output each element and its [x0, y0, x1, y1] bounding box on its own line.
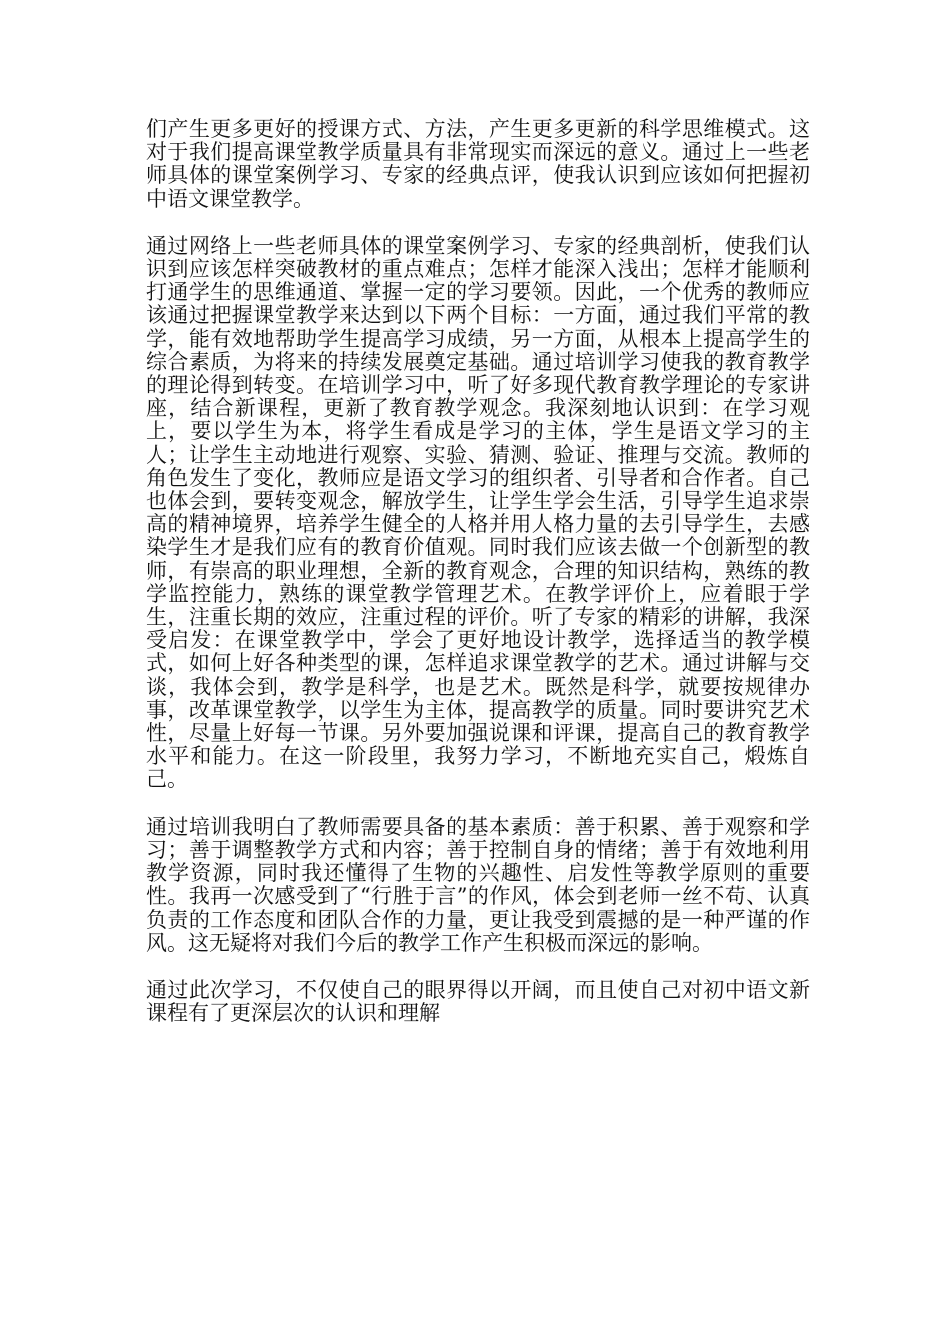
document-body [146, 118, 810, 1049]
paragraph-2: 通过网络上一些老师具体的课堂案例学习、专家的经典剖析，使我们认识到应该怎样突破教材的重点难点；怎样才能深入浅出；怎样才能顺利打通学生的思维通道、掌握一定的学习要领。因此，一个优秀的教师应该通过把握课堂教学来达到以下两个目标：一方面，通过我们平常的教学，能有效地帮助学生提高学习成绩，另一方面，从根本上提高学生的综合素质，为将来的持续发展奠定基础。通过培训学习使我的教育教学的理论得到转变。在培训学习中，听了好多现代教育教学理论的专家讲座，结合新课程，更新了教育教学观念。我深刻地认识到：在学习观上，要以学生为本，将学生看成是学习的主体，学生是语文学习的主人；让学生主动地进行观察、实验、猜测、验证、推理与交流。教师的角色发生了变化，教师应是语文学习的组织者、引导者和合作者。自己也体会到，要转变观念，解放学生，让学生学会生活，引导学生追求崇高的精神境界，培养学生健全的人格并用人格力量的去引导学生，去感染学生才是我们应有的教育价值观。同时我们应该去做一个创新型的教师，有崇高的职业理想，全新的教育观念，合理的知识结构，熟练的教学监控能力，熟练的课堂教学管理艺术。在教学评价上，应着眼于学生，注重长期的效应，注重过程的评价。听了专家的精彩的讲解，我深受启发：在课堂教学中，学会了更好地设计教学，选择适当的教学模式，如何上好各种类型的课，怎样追求课堂教学的艺术。通过讲解与交谈，我体会到，教学是科学，也是艺术。既然是科学，就要按规律办事，改革课堂教学，以学生为主体，提高教学的质量。同时要讲究艺术性，尽量上好每一节课。另外要加强说课和评课，提高自己的教育教学水平和能力。在这一阶段里，我努力学习，不断地充实自己，煅炼自己。 [146, 233, 810, 792]
paragraph-3: 通过培训我明白了教师需要具备的基本素质：善于积累、善于观察和学习；善于调整教学方式和内容；善于控制自身的情绪；善于有效地利用教学资源，同时我还懂得了生物的兴趣性、启发性等教学原则的重要性。我再一次感受到了“行胜于言”的作风，体会到老师一丝不苟、认真负责的工作态度和团队合作的力量，更让我受到震撼的是一种严谨的作风。这无疑将对我们今后的教学工作产生积极而深远的影响。 [146, 814, 810, 955]
paragraph-1: 们产生更多更好的授课方式、方法，产生更多更新的科学思维模式。这对于我们提高课堂教学质量具有非常现实而深远的意义。通过上一些老师具体的课堂案例学习、专家的经典点评，使我认识到应该如何把握初中语文课堂教学。 [146, 117, 810, 211]
paragraph-4: 通过此次学习，不仅使自己的眼界得以开阔，而且使自己对初中语文新课程有了更深层次的认识和理解 [146, 977, 810, 1026]
